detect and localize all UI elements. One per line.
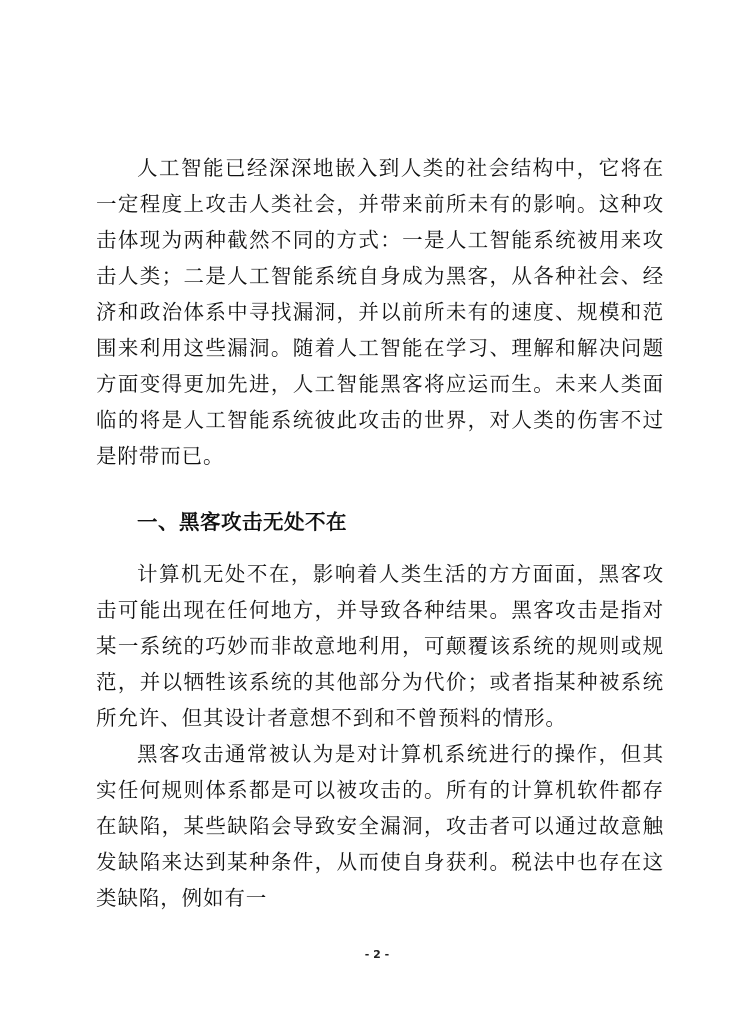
paragraph-rule-systems: 黑客攻击通常被认为是对计算机系统进行的操作，但其实任何规则体系都是可以被攻击的。所有的计算机软件都存在缺陷，某些缺陷会导致安全漏洞，攻击者可以通过故意触发缺陷来达到某种条件，从而使自身获利。税法中也存在这类缺陷，例如有一: [96, 742, 664, 910]
page-number: - 2 -: [364, 948, 390, 961]
paragraph-definition: 计算机无处不在，影响着人类生活的方方面面，黑客攻击可能出现在任何地方，并导致各种结果。黑客攻击是指对某一系统的巧妙而非故意地利用，可颠覆该系统的规则或规范，并以牺牲该系统的其他部分为代价；或者指某种被系统所允许、但其设计者意想不到和不曾预料的情形。: [96, 562, 664, 730]
document-body: [96, 150, 664, 916]
paragraph-intro: 人工智能已经深深地嵌入到人类的社会结构中，它将在一定程度上攻击人类社会，并带来前所未有的影响。这种攻击体现为两种截然不同的方式：一是人工智能系统被用来攻击人类；二是人工智能系统自身成为黑客，从各种社会、经济和政治体系中寻找漏洞，并以前所未有的速度、规模和范围来利用这些漏洞。随着人工智能在学习、理解和解决问题方面变得更加先进，人工智能黑客将应运而生。未来人类面临的将是人工智能系统彼此攻击的世界，对人类的伤害不过是附带而已。: [96, 156, 664, 468]
section-heading: 一、黑客攻击无处不在: [137, 510, 347, 534]
